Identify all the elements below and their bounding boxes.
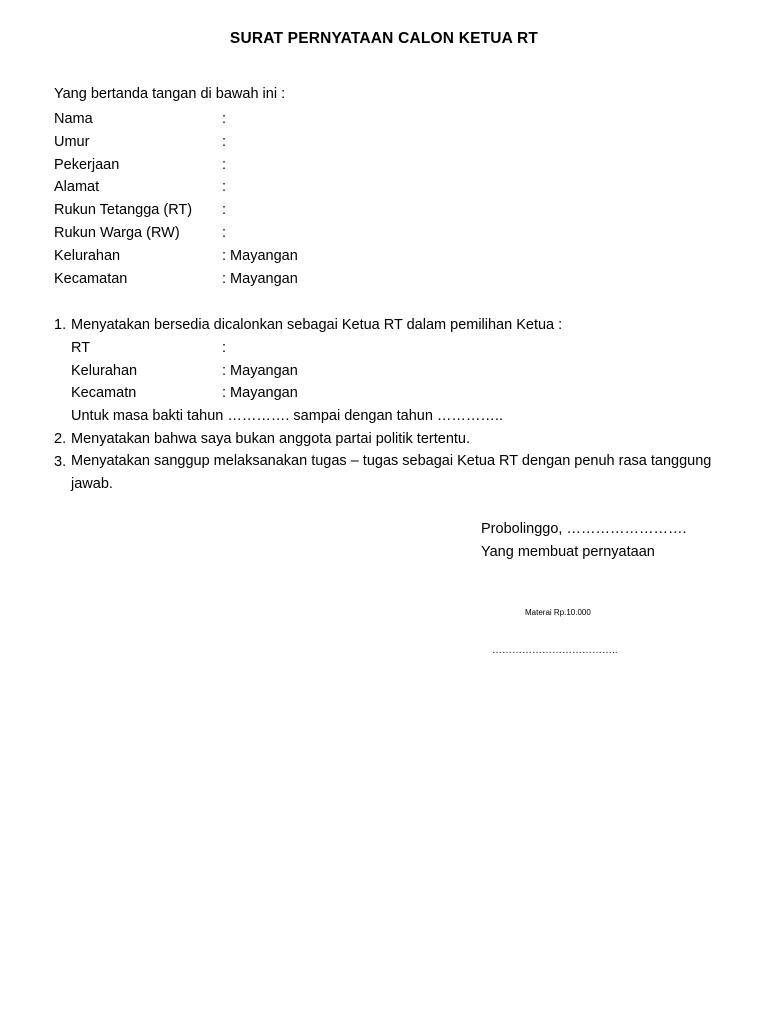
field-rt xyxy=(54,202,298,225)
sub-field-rt xyxy=(71,340,714,363)
maker-label: Yang membuat pernyataan xyxy=(481,543,655,560)
field-label: Umur xyxy=(54,133,90,150)
sub-field-label: Kelurahan xyxy=(71,362,138,379)
field-label: Rukun Warga (RW) xyxy=(54,224,180,241)
statement-1-details xyxy=(54,340,714,431)
field-value: : xyxy=(222,224,227,241)
field-rw xyxy=(54,225,298,248)
sub-field-value: : xyxy=(222,339,227,356)
identity-fields xyxy=(54,111,298,293)
field-value: : xyxy=(222,156,227,173)
field-label: Rukun Tetangga (RT) xyxy=(54,202,193,219)
statement-item-2 xyxy=(54,431,714,447)
sub-field-label: Kecamatn xyxy=(71,385,137,402)
signature-block xyxy=(481,521,686,567)
sub-field-kelurahan xyxy=(71,363,714,386)
field-value: : Mayangan xyxy=(222,247,298,264)
statement-text: Menyatakan bersedia dicalonkan sebagai Ketua RT dalam pemilihan Ketua : xyxy=(71,317,563,333)
place-date: Probolinggo, ……………………. xyxy=(481,521,687,537)
field-value: : xyxy=(222,133,227,150)
field-label: Kecamatan xyxy=(54,270,128,287)
field-kecamatan xyxy=(54,271,298,294)
service-period: Untuk masa bakti tahun …………. sampai dengan tahun ………….. xyxy=(71,408,503,425)
field-label: Pekerjaan xyxy=(54,156,120,173)
field-pekerjaan xyxy=(54,157,298,180)
field-value: : xyxy=(222,111,227,127)
field-value: : Mayangan xyxy=(222,270,298,287)
field-kelurahan xyxy=(54,248,298,271)
field-umur xyxy=(54,134,298,157)
intro-text: Yang bertanda tangan di bawah ini : xyxy=(54,86,286,102)
statement-text: Menyatakan bahwa saya bukan anggota partai politik tertentu. xyxy=(71,430,471,447)
statement-item-1 xyxy=(54,317,714,333)
sub-field-kecamatan xyxy=(71,385,714,408)
materai-stamp-label: Materai Rp.10.000 xyxy=(525,608,591,617)
statement-number: 2. xyxy=(54,430,67,447)
field-alamat xyxy=(54,179,298,202)
statement-number: 3. xyxy=(54,453,67,470)
signature-name-line: ……………………………….. xyxy=(492,645,618,656)
field-label: Kelurahan xyxy=(54,247,121,264)
statement-text: Menyatakan sanggup melaksanakan tugas – tugas sebagai Ketua RT dengan penuh rasa tanggung jawab. xyxy=(71,453,712,493)
statement-number: 1. xyxy=(54,317,67,333)
sub-field-label: RT xyxy=(71,339,91,356)
statement-list xyxy=(54,317,714,503)
field-value: : xyxy=(222,179,227,196)
field-value: : xyxy=(222,202,227,219)
field-label: Alamat xyxy=(54,179,100,196)
field-label: Nama xyxy=(54,111,93,127)
field-nama xyxy=(54,111,298,134)
statement-item-3 xyxy=(54,454,714,496)
document-title: SURAT PERNYATAAN CALON KETUA RT xyxy=(229,30,539,47)
sub-field-value: : Mayangan xyxy=(222,362,298,379)
sub-field-value: : Mayangan xyxy=(222,385,298,402)
